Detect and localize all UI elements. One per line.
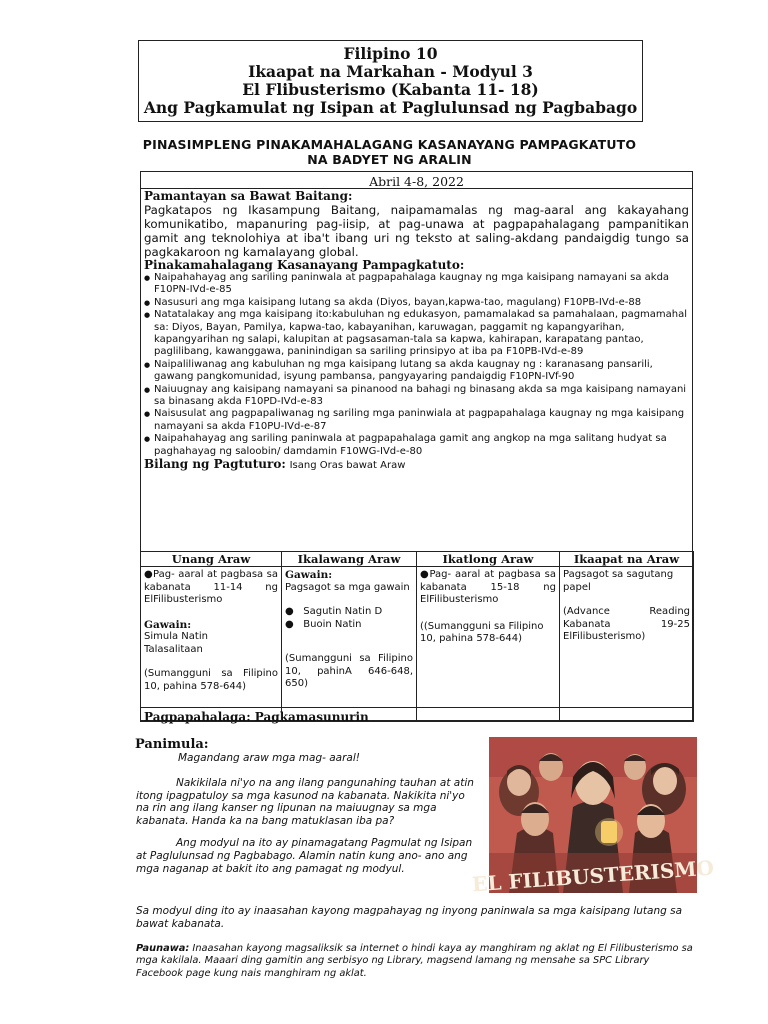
day3-reference: ((Sumangguni sa Filipino 10, pahina 578-644) (420, 620, 544, 644)
competency-item: ● Naisusulat ang pagpapaliwanag ng sariling mga paninwiala at pagpapahalaga kaugnay ng mga kaisipang namayani sa akda F10PU-IVd-e-87 (144, 408, 689, 433)
bilang-value: Isang Oras bawat Araw (289, 460, 406, 472)
lesson-title: Ang Pagkamulat ng Isipan at Paglulunsad ng Pagbabago (143, 98, 638, 117)
day-header: Ikatlong Araw (417, 552, 560, 567)
day1-bullet: ●Pag- aaral at pagbasa sa kabanata 11-14 ng ElFilibusterismo (144, 569, 278, 605)
panimula-greeting: Magandang araw mga mag- aaral! (178, 752, 360, 764)
day1-gawain-label: Gawain: (144, 618, 192, 631)
paunawa-text: Inaasahan kayong magsaliksik sa internet o hindi kaya ay manghiram ng aklat ng El Filibusterismo sa mga kakilala. Maaari ding gamitin ang serbisyo ng Library, magsend lamang ng mensahe sa SPC Library Facebook page kung nais manghiram ng aklat. (136, 943, 693, 979)
paunawa-note (136, 943, 698, 980)
day2-item: ● Buoin Natin (285, 618, 362, 630)
budget-date: Abril 4-8, 2022 (369, 174, 464, 189)
competency-item: ● Naipaliliwanag ang kabuluhan ng mga kaisipang lutang sa akda kaugnay ng : karanasang pansarili, gawang pangkomunidad, isyung pambansa, pangyayaring pandaigdig F10PN-IVf-90 (144, 359, 689, 384)
day3-bullet: ●Pag- aaral at pagbasa sa kabanata 15-18 ng ElFilibusterismo (420, 569, 556, 605)
day1-cell (141, 567, 282, 722)
competency-item: ● Natatalakay ang mga kaisipang ito:kabuluhan ng edukasyon, pamamalakad sa pamahalaan, pagmamahal sa: Diyos, Bayan, Pamilya, kapwa-tao, kabayanihan, karuwagan, paggamit ng kapangyarihan, kapangyarihan ng salapi, kalupitan at pagsasaman-tala sa kapwa, kahirapan, karapatang pantao, paglilibang, kawanggawa, paninindigan sa sariling prinsipyo at iba pa F10PB-IVd-e-89 (144, 309, 689, 359)
panimula-paragraph: Sa modyul ding ito ay inaasahan kayong magpahayag ng inyong paninwala sa mga kaisipang lutang sa bawat kabanata. (136, 905, 683, 930)
day-header: Unang Araw (141, 552, 282, 567)
competency-item: ● Naipahahayag ang sariling paninwala at pagpapahalaga kaugnay ng mga kaisipang namayani sa akda F10PN-IVd-e-85 (144, 272, 689, 297)
day2-gawain-label: Gawain: (285, 569, 333, 581)
pagpapahalaga-label: Pagpapahalaga: Pagkamasunurin (144, 710, 369, 724)
subject-title: Filipino 10 (343, 44, 438, 63)
competency-list (144, 272, 689, 458)
day4-cell (560, 567, 694, 722)
day1-reference: (Sumangguni sa Filipino 10, pahina 578-644) (144, 668, 278, 692)
poster-title-text: EL FILIBUSTERISMO (471, 855, 715, 897)
panimula-intro (136, 752, 481, 884)
competencies-label: Pinakamahalagang Kasanayang Pampagkatuto: (144, 258, 465, 272)
paunawa-label: Paunawa: (136, 943, 190, 954)
table-header-row (141, 552, 694, 567)
module-title-box (138, 40, 643, 122)
day-header: Ikaapat na Araw (560, 552, 694, 567)
day4-reference: (Advance Reading Kabanata 19-25 ElFilibusterismo) (563, 606, 690, 642)
panimula-paragraph: Nakikilala ni'yo na ang ilang pangunahing tauhan at atin itong ipagpatuloy sa mga kasunod na kabanata. Nakikita ni'yo na rin ang ilang kanser ng lipunan na maiuugnay sa mga kabanata. Handa ka na bang matuklasan iba pa? (136, 776, 474, 828)
day1-gawain-item: Talasalitaan (144, 643, 203, 655)
budget-subheading: PINASIMPLENG PINAKAMAHALAGANG KASANAYANG PAMPAGKATUTO NA BADYET NG ARALIN (142, 137, 637, 167)
daily-schedule-table (140, 551, 694, 722)
panimula-heading: Panimula: (135, 737, 209, 752)
day2-text: Pagsagot sa mga gawain (285, 581, 410, 593)
day2-reference: (Sumangguni sa Filipino 10, pahinA 646-648, 650) (285, 653, 413, 689)
day2-cell (282, 567, 417, 722)
quarter-module-title: Ikaapat na Markahan - Modyul 3 (248, 62, 533, 81)
budget-content (144, 190, 689, 472)
el-filibusterismo-poster (471, 737, 715, 897)
pamantayan-label: Pamantayan sa Bawat Baitang: (144, 189, 353, 203)
competency-item: ● Naiuugnay ang kaisipang namayani sa pinanood na bahagi ng binasang akda sa mga kaisipang namayani sa binasang akda F10PD-IVd-e-83 (144, 384, 689, 409)
competency-item: ● Naipahahayag ang sariling paninwala at pagpapahalaga gamit ang angkop na mga salitang hudyat sa paghahayag ng saloobin/ damdamin F10WG-IVd-e-80 (144, 433, 689, 458)
day2-item: ● Sagutin Natin D (285, 606, 383, 617)
day3-cell (417, 567, 560, 722)
pamantayan-text: Pagkatapos ng Ikasampung Baitang, naipamamalas ng mag-aaral ang kakayahang komunikatibo, mapanuring pag-iisip, at pag-unawa at pagpapahalagang pampanitikan gamit ang teknolohiya at iba't ibang uri ng teksto at saling-akdang pandaigdig tungo sa pagkakaroon ng kamalayang global. (144, 203, 689, 259)
table-row (141, 567, 694, 722)
novel-chapter-title: El Flibusterismo (Kabanta 11- 18) (242, 80, 539, 99)
day1-gawain-item: Simula Natin (144, 631, 208, 642)
poster-illustration (471, 737, 715, 897)
bilang-label: Bilang ng Pagtuturo: (144, 457, 286, 472)
competency-item: ● Nasusuri ang mga kaisipang lutang sa akda (Diyos, bayan,kapwa-tao, magulang) F10PB-IVd-e-88 (144, 297, 689, 309)
bilang-row (144, 458, 689, 472)
day-header: Ikalawang Araw (282, 552, 417, 567)
panimula-paragraph: Ang modyul na ito ay pinamagatang Pagmulat ng Isipan at Paglulunsad ng Pagbabago. Alamin natin kung ano- ano ang mga naganap at bakit ito ang pamagat ng modyul. (136, 836, 473, 875)
day4-text: Pagsagot sa sagutang papel (563, 569, 674, 593)
